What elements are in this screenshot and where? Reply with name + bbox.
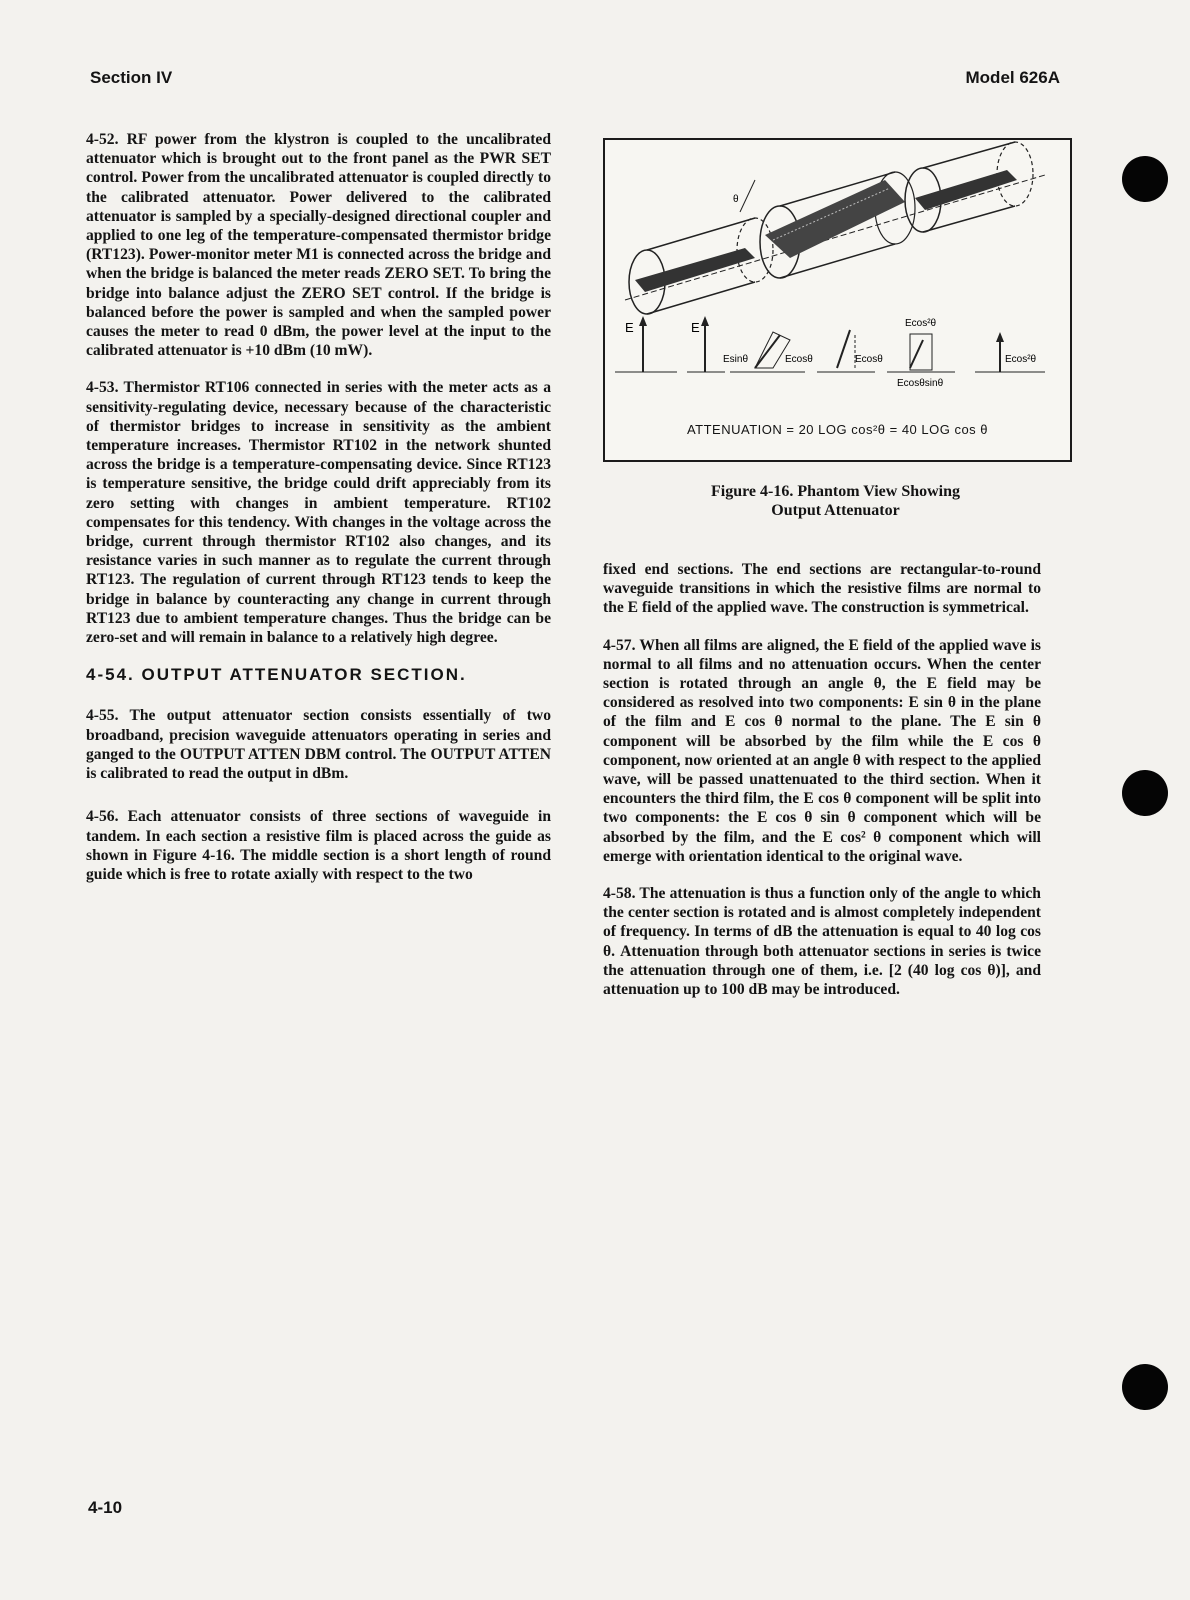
left-waveguide-section	[629, 218, 773, 314]
paragraph-4-52: 4-52. RF power from the klystron is coupled to the uncalibrated attenuator which is brought out to the front panel as the PWR SET control. Power from the uncalibrated attenuator is coupled directly to the calibrated attenuator. Power delivered to the calibrated attenuator is sampled by a specially-designed directional coupler and applied to one leg of the temperature-compensated thermistor bridge (RT123). Power-monitor meter M1 is connected across the bridge and when the bridge is balanced the meter reads ZERO SET. To bring the bridge into balance adjust the ZERO SET control. If the bridge is balanced before the power is sampled and when the sampled power causes the meter to read 0 dBm, the power level at the input to the calibrated attenuator is +10 dBm (10 mW).	[86, 131, 551, 360]
vector-diagrams	[615, 316, 1045, 389]
page-number: 4-10	[88, 1498, 123, 1517]
figure-4-16	[603, 138, 1072, 462]
right-column	[603, 560, 1041, 1017]
figure-caption-line-1: Figure 4-16. Phantom View Showing	[710, 483, 961, 500]
paragraph-4-58: 4-58. The attenuation is thus a function only of the angle to which the center section is rotated and is almost completely independent of frequency. In terms of dB the attenuation is equal to 40 log cos θ. Attenuation through both attenuator sections in series is twice the attenuation through one of them, i.e. [2 (40 log cos θ)], and attenuation up to 100 dB may be introduced.	[603, 885, 1041, 999]
binder-hole-middle	[1122, 770, 1168, 816]
attenuation-formula: ATTENUATION = 20 LOG cos²θ = 40 LOG cos θ	[686, 422, 989, 437]
attenuator-diagram	[605, 140, 1070, 460]
paragraph-4-53: 4-53. Thermistor RT106 connected in series with the meter acts as a sensitivity-regulating device, necessary because of the characteristic of thermistor bridges to increase in sensitivity as the ambient temperature increases. Thermistor RT102 in the network shunted across the bridge is a temperature-compensating device. Since RT123 is temperature sensitive, the bridge could drift appreciably from its zero setting with changes in ambient temperature. RT102 compensates for this tendency. With changes in the voltage across the bridge, current through thermistor RT102 also changes, and its resistance varies in such manner as to regulate the current through RT123. The regulation of current through RT123 tends to keep the bridge in balance by counteracting any change in current through RT123 due to ambient temperature changes. Thus the bridge can be zero-set and will remain in balance to a relatively high degree.	[86, 379, 551, 647]
figure-caption	[603, 482, 1068, 520]
vector-ecos2-right-label: Ecos²θ	[1005, 354, 1037, 365]
vector-ecossin-label: Ecosθsinθ	[897, 378, 944, 389]
vector-e1-label: E	[625, 320, 634, 335]
vector-esin-label: Esinθ	[723, 354, 749, 365]
vector-e2-label: E	[691, 320, 700, 335]
section-label: Section IV	[90, 68, 173, 87]
paragraph-4-55: 4-55. The output attenuator section consists essentially of two broadband, precision waveguide attenuators operating in series and ganged to the OUTPUT ATTEN DBM control. The OUTPUT ATTEN is calibrated to read the output in dBm.	[86, 707, 551, 783]
binder-hole-bottom	[1122, 1364, 1168, 1410]
binder-hole-top	[1122, 156, 1168, 202]
model-label: Model 626A	[965, 68, 1060, 87]
vector-ecos2-label: Ecosθ	[855, 354, 883, 365]
right-waveguide-section	[905, 142, 1033, 232]
vector-ecos-label: Ecosθ	[785, 354, 813, 365]
vector-ecos-top-label: Ecos²θ	[905, 318, 937, 329]
section-heading-output-attenuator: 4-54. OUTPUT ATTENUATOR SECTION.	[86, 665, 467, 685]
paragraph-4-56: 4-56. Each attenuator consists of three sections of waveguide in tandem. In each section a resistive film is placed across the guide as shown in Figure 4-16. The middle section is a short length of round guide which is free to rotate axially with respect to the two	[86, 808, 551, 883]
theta-label: θ	[733, 194, 739, 205]
figure-caption-line-2: Output Attenuator	[771, 502, 900, 519]
paragraph-4-56-continued: fixed end sections. The end sections are rectangular-to-round waveguide transitions in which the resistive films are normal to the E field of the applied wave. The construction is symmetrical.	[603, 561, 1041, 617]
left-column	[86, 130, 551, 902]
center-waveguide-section	[760, 172, 915, 278]
paragraph-4-57: 4-57. When all films are aligned, the E field of the applied wave is normal to all films and no attenuation occurs. When the center section is rotated through an angle θ, the E field may be considered as resolved into two components: E sin θ in the plane of the film and E cos θ normal to the plane. The E sin θ component will be absorbed by the film while the E cos θ component, now oriented at an angle θ with respect to the applied wave, will be passed unattenuated to the third section. When it encounters the third film, the E cos θ component will be split into two components: the E cos θ sin θ component which will be absorbed by the film, and the E cos² θ component which will emerge with orientation identical to the original wave.	[603, 636, 1041, 865]
